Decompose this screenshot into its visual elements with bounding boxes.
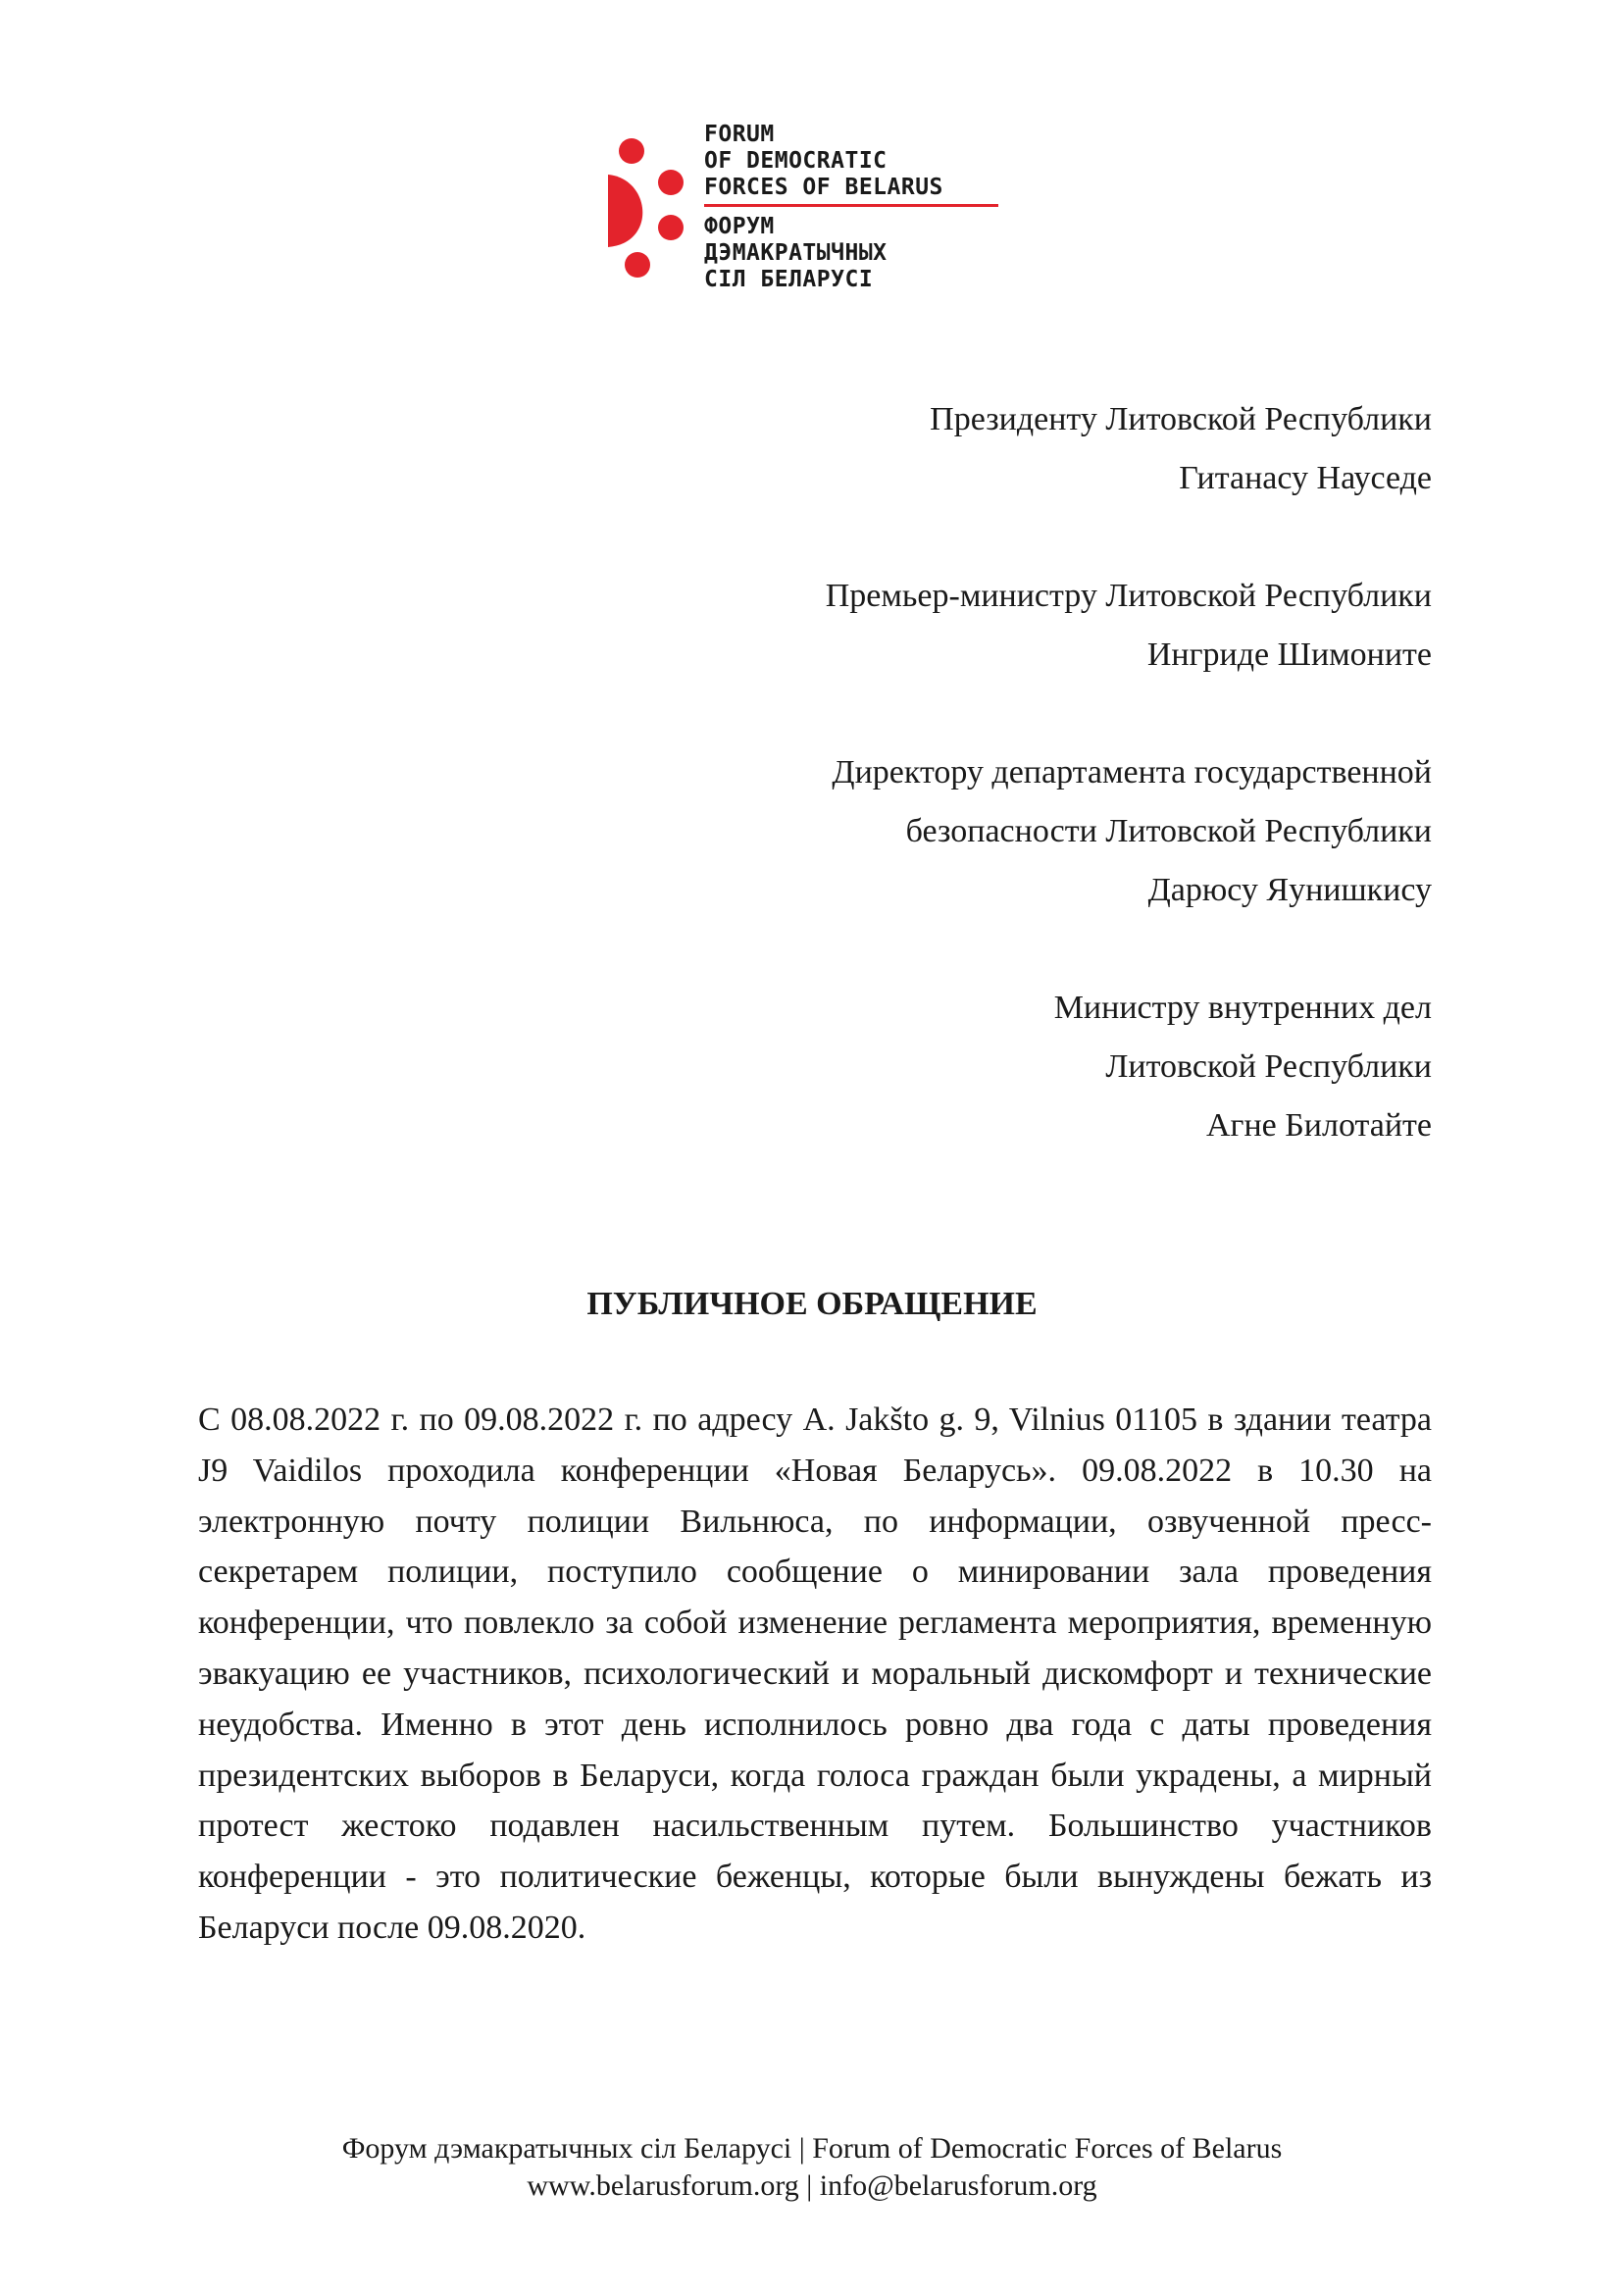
addressee-line: Премьер-министру Литовской Республики (825, 578, 1432, 614)
addressee-line: Гитанасу Науседе (1179, 460, 1432, 496)
addressee-president (549, 390, 1432, 508)
footer-contacts: www.belarusforum.org | info@belarusforum.org (527, 2169, 1097, 2202)
organization-logo (602, 118, 1014, 294)
body-paragraph: С 08.08.2022 г. по 09.08.2022 г. по адресу A. Jakšto g. 9, Vilnius 01105 в здании театра J9 Vaidilos проходила конференции «Новая Беларусь». 09.08.2022 в 10.30 на электронную почту полиции Вильнюса, по информации, озвученной пресс-секретарем полиции, поступило сообщение о минировании зала проведения конференции, что повлекло за собой изменение регламента мероприятия, временную эвакуацию ее участников, психологический и моральный дискомфорт и технические неудобства. Именно в этот день исполнилось ровно два года с даты проведения президентских выборов в Беларуси, когда голоса граждан были украдены, а мирный протест жестоко подавлен насильственным путем. Большинство участников конференции - это политические беженцы, которые были вынуждены бежать из Беларуси после 09.08.2020. (198, 1402, 1432, 1946)
logo-divider (704, 204, 998, 207)
logo-text-belarusian (704, 214, 888, 293)
addressee-line: безопасности Литовской Республики (905, 813, 1432, 849)
page-footer (0, 2130, 1624, 2205)
logo-be-line: СІЛ БЕЛАРУСІ (704, 267, 874, 292)
logo-en-line: FORCES OF BELARUS (704, 175, 943, 200)
logo-text-english (704, 122, 943, 201)
addressee-line: Президенту Литовской Республики (930, 401, 1432, 437)
addressee-line: Агне Билотайте (1205, 1107, 1432, 1144)
footer-organization: Форум дэмакратычных сіл Беларусі | Forum of Democratic Forces of Belarus (341, 2132, 1283, 2165)
document-title: ПУБЛИЧНОЕ ОБРАЩЕНИЕ (586, 1286, 1038, 1322)
logo-mark-icon (602, 118, 690, 294)
logo-be-line: ДЭМАКРАТЫЧНЫХ (704, 240, 888, 266)
addressee-line: Министру внутренних дел (1053, 990, 1432, 1026)
logo-en-line: OF DEMOCRATIC (704, 148, 888, 174)
addressee-interior-minister (549, 979, 1432, 1155)
addressee-line: Дарюсу Яунишкису (1147, 872, 1432, 908)
addressee-list (549, 390, 1432, 1214)
logo-be-line: ФОРУМ (704, 214, 775, 239)
addressee-line: Директору департамента государственной (832, 754, 1432, 790)
addressee-prime-minister (549, 567, 1432, 685)
addressee-line: Литовской Республики (1105, 1048, 1432, 1085)
addressee-line: Ингриде Шимоните (1146, 637, 1432, 673)
addressee-security-director (549, 743, 1432, 920)
logo-en-line: FORUM (704, 122, 775, 147)
